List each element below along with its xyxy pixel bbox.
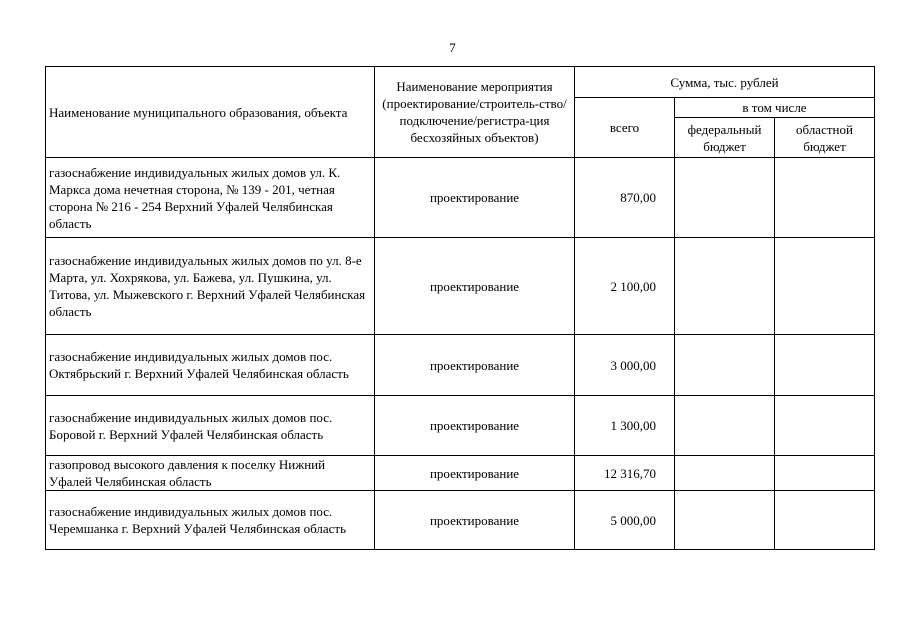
row-name: газоснабжение индивидуальных жилых домов ул. К. Маркса дома нечетная сторона, № 139 - 201, четная сторона № 216 - 254 Верхний Уфалей Челябинская область bbox=[46, 158, 375, 238]
table-row bbox=[46, 158, 875, 238]
row-activity: проектирование bbox=[375, 491, 575, 550]
row-activity: проектирование bbox=[375, 158, 575, 238]
row-total: 3 000,00 bbox=[575, 335, 675, 396]
header-regional: областной бюджет bbox=[775, 118, 875, 158]
header-activity: Наименование мероприятия (проектирование/строитель-ство/подключение/регистра-ция бесхозяйных объектов) bbox=[375, 67, 575, 158]
row-regional bbox=[775, 335, 875, 396]
header-municipality: Наименование муниципального образования, объекта bbox=[46, 67, 375, 158]
row-federal bbox=[675, 491, 775, 550]
row-regional bbox=[775, 491, 875, 550]
row-regional bbox=[775, 396, 875, 456]
table-row bbox=[46, 335, 875, 396]
row-total: 2 100,00 bbox=[575, 238, 675, 335]
row-name: газоснабжение индивидуальных жилых домов пос. Боровой г. Верхний Уфалей Челябинская область bbox=[46, 396, 375, 456]
row-regional bbox=[775, 238, 875, 335]
row-federal bbox=[675, 456, 775, 491]
header-sum: Сумма, тыс. рублей bbox=[575, 67, 875, 98]
row-federal bbox=[675, 158, 775, 238]
table-row bbox=[46, 456, 875, 491]
row-total: 870,00 bbox=[575, 158, 675, 238]
row-name: газоснабжение индивидуальных жилых домов пос. Октябрьский г. Верхний Уфалей Челябинская область bbox=[46, 335, 375, 396]
row-total: 5 000,00 bbox=[575, 491, 675, 550]
table-row bbox=[46, 491, 875, 550]
row-activity: проектирование bbox=[375, 396, 575, 456]
row-name: газоснабжение индивидуальных жилых домов пос. Черемшанка г. Верхний Уфалей Челябинская область bbox=[46, 491, 375, 550]
row-name: газоснабжение индивидуальных жилых домов по ул. 8-е Марта, ул. Хохрякова, ул. Бажева, ул. Пушкина, ул. Титова, ул. Мыжевского г. Верхний Уфалей Челябинская область bbox=[46, 238, 375, 335]
row-regional bbox=[775, 456, 875, 491]
header-total: всего bbox=[575, 98, 675, 158]
table-header bbox=[46, 67, 875, 158]
row-total: 1 300,00 bbox=[575, 396, 675, 456]
row-federal bbox=[675, 238, 775, 335]
row-federal bbox=[675, 396, 775, 456]
table-row bbox=[46, 396, 875, 456]
row-activity: проектирование bbox=[375, 238, 575, 335]
row-total: 12 316,70 bbox=[575, 456, 675, 491]
row-name: газопровод высокого давления к поселку Нижний Уфалей Челябинская область bbox=[46, 456, 375, 491]
table-row bbox=[46, 238, 875, 335]
header-including: в том числе bbox=[675, 98, 875, 118]
funding-table bbox=[45, 66, 875, 550]
header-federal: федеральный бюджет bbox=[675, 118, 775, 158]
row-regional bbox=[775, 158, 875, 238]
row-federal bbox=[675, 335, 775, 396]
row-activity: проектирование bbox=[375, 456, 575, 491]
table-body bbox=[46, 158, 875, 550]
row-activity: проектирование bbox=[375, 335, 575, 396]
page-number: 7 bbox=[449, 40, 456, 55]
